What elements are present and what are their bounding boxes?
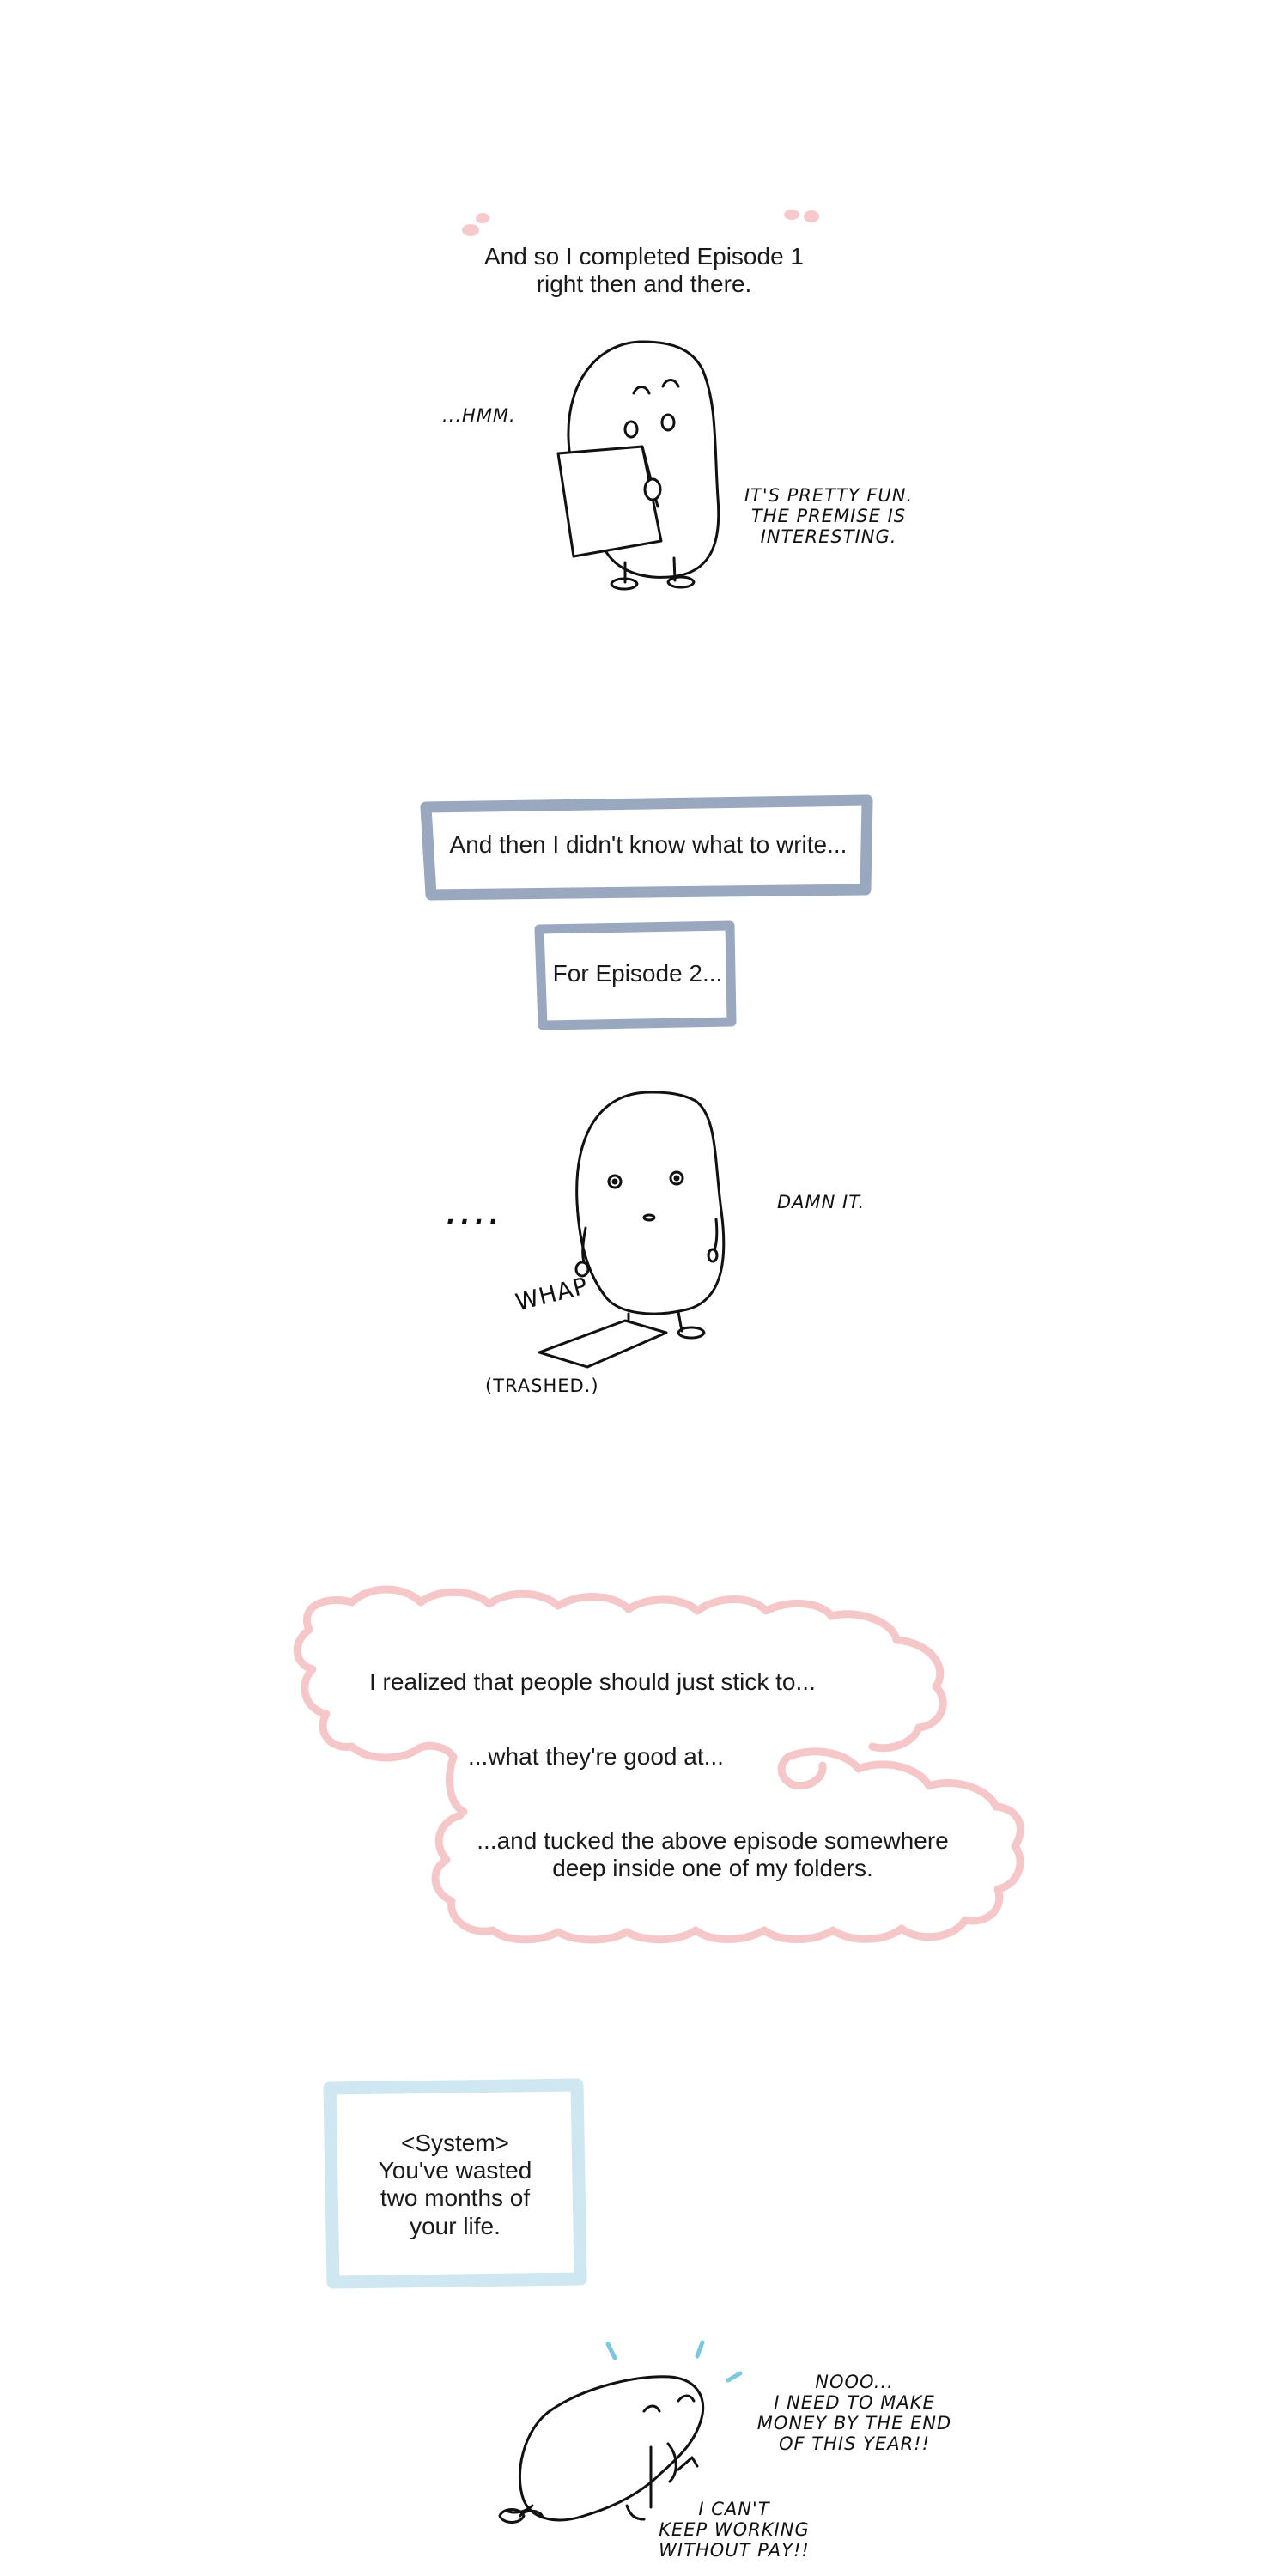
caption-episode-2: For Episode 2... (552, 960, 723, 987)
speech-line: I CAN'T (698, 2499, 770, 2519)
speech-damn-it: DAMN IT. (777, 1192, 866, 1212)
speech-nooo (747, 2372, 962, 2455)
thought-line: deep inside one of my folders. (552, 1855, 873, 1882)
speech-line: THE PREMISE IS (750, 506, 907, 527)
speech-line: WITHOUT PAY!! (659, 2540, 810, 2561)
potato-trashing-character (539, 1092, 724, 1367)
speech-line: I NEED TO MAKE (774, 2392, 935, 2414)
system-line: your life. (410, 2212, 501, 2239)
sweat-drops (608, 2342, 740, 2380)
speech-hmm: ...HMM. (442, 405, 516, 426)
system-line: two months of (380, 2184, 531, 2212)
speech-line: OF THIS YEAR!! (779, 2433, 930, 2455)
blush-marks (462, 210, 819, 236)
caption-didnt-know: And then I didn't know what to write... (449, 831, 848, 858)
potato-reading-character (558, 342, 719, 589)
caption-episode-1 (429, 243, 859, 298)
speech-line: IT'S PRETTY FUN. (744, 485, 914, 506)
speech-pretty-fun (730, 485, 927, 547)
speech-line: MONEY BY THE END (756, 2413, 952, 2434)
system-message (339, 2129, 571, 2240)
speech-dots: .... (447, 1201, 504, 1230)
speech-line: INTERESTING. (760, 526, 897, 548)
system-line: You've wasted (378, 2157, 532, 2184)
speech-line: NOOO... (815, 2372, 894, 2392)
caption-line: right then and there. (536, 270, 752, 298)
thought-good-at: ...what they're good at... (468, 1743, 724, 1770)
speech-line: KEEP WORKING (659, 2519, 810, 2541)
label-trashed: (TRASHED.) (485, 1376, 599, 1396)
system-line: <System> (400, 2129, 510, 2156)
caption-line: And so I completed Episode 1 (483, 243, 804, 270)
thought-line: ...and tucked the above episode somewhere (477, 1827, 949, 1854)
speech-cant-keep-working (644, 2499, 824, 2561)
sfx-whap: WHAP (513, 1273, 592, 1317)
thought-stick-to: I realized that people should just stick to... (369, 1668, 816, 1695)
thought-tucked-episode (464, 1827, 962, 1882)
